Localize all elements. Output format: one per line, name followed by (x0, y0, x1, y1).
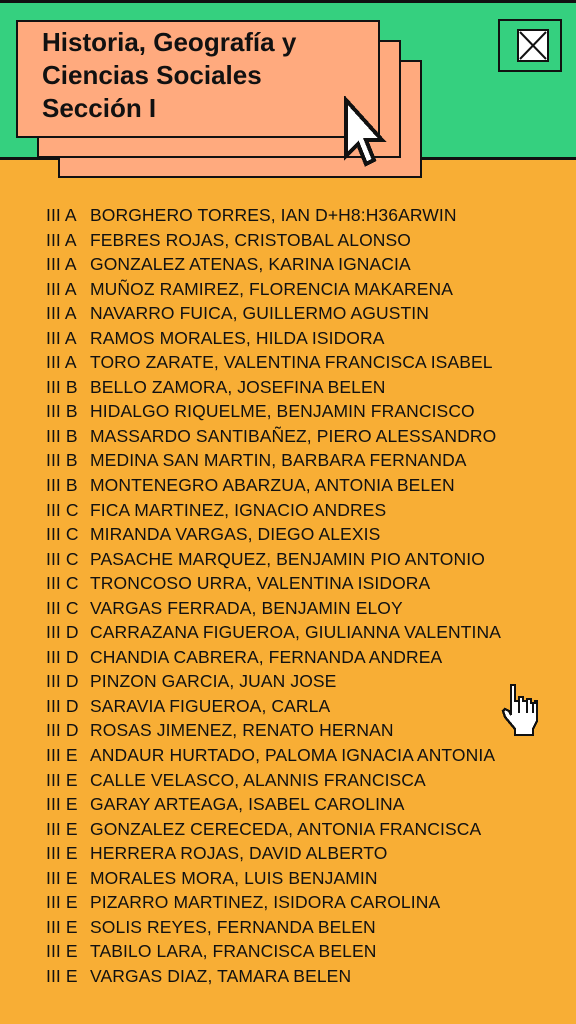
student-name: GONZALEZ ATENAS, KARINA IGNACIA (90, 254, 411, 275)
course-label: III E (46, 867, 78, 888)
course-label: III D (46, 720, 79, 741)
list-item (46, 547, 566, 572)
course-label: III C (46, 548, 79, 569)
student-name: CALLE VELASCO, ALANNIS FRANCISCA (90, 769, 426, 790)
course-label: III B (46, 376, 78, 397)
list-item (46, 571, 566, 596)
list-item (46, 203, 566, 228)
course-label: III A (46, 254, 77, 275)
course-label: III A (46, 352, 77, 373)
course-label: III C (46, 597, 79, 618)
list-item (46, 350, 566, 375)
course-label: III C (46, 499, 79, 520)
close-window-icon (517, 29, 549, 62)
course-label: III E (46, 794, 78, 815)
student-name: PIZARRO MARTINEZ, ISIDORA CAROLINA (90, 892, 441, 913)
course-label: III D (46, 646, 79, 667)
course-label: III E (46, 965, 78, 986)
student-name: CARRAZANA FIGUEROA, GIULIANNA VALENTINA (90, 622, 502, 643)
list-item (46, 890, 566, 915)
list-item (46, 326, 566, 351)
list-item (46, 669, 566, 694)
course-label: III D (46, 622, 79, 643)
course-label: III B (46, 475, 78, 496)
list-item (46, 301, 566, 326)
list-item (46, 768, 566, 793)
course-label: III B (46, 401, 78, 422)
course-label: III E (46, 892, 78, 913)
course-label: III A (46, 303, 77, 324)
list-item (46, 375, 566, 400)
student-name: PASACHE MARQUEZ, BENJAMIN PIO ANTONIO (90, 548, 485, 569)
course-label: III E (46, 769, 78, 790)
list-item (46, 473, 566, 498)
course-label: III D (46, 671, 79, 692)
arrow-cursor-icon (342, 96, 390, 178)
list-item (46, 498, 566, 523)
student-name: ROSAS JIMENEZ, RENATO HERNAN (90, 720, 394, 741)
page-title (42, 26, 372, 125)
student-name: MUÑOZ RAMIREZ, FLORENCIA MAKARENA (90, 278, 454, 299)
list-item (46, 694, 566, 719)
student-name: MORALES MORA, LUIS BENJAMIN (90, 867, 378, 888)
course-label: III A (46, 229, 77, 250)
student-name: BORGHERO TORRES, IAN D+H8:H36ARWIN (90, 205, 457, 225)
student-name: MEDINA SAN MARTIN, BARBARA FERNANDA (90, 450, 467, 471)
course-label: III E (46, 745, 78, 766)
student-name: MIRANDA VARGAS, DIEGO ALEXIS (90, 524, 381, 545)
course-label: III A (46, 327, 77, 348)
student-name: MASSARDO SANTIBAÑEZ, PIERO ALESSANDRO (90, 425, 497, 446)
student-name: TORO ZARATE, VALENTINA FRANCISCA ISABEL (90, 352, 493, 373)
list-item (46, 228, 566, 253)
title-line-1: Historia, Geografía y (42, 27, 297, 57)
list-item (46, 399, 566, 424)
student-name: TABILO LARA, FRANCISCA BELEN (90, 941, 377, 962)
student-name: ANDAUR HURTADO, PALOMA IGNACIA ANTONIA (90, 745, 496, 766)
student-name: FEBRES ROJAS, CRISTOBAL ALONSO (90, 229, 412, 250)
student-name: NAVARRO FUICA, GUILLERMO AGUSTIN (90, 303, 429, 324)
course-label: III C (46, 573, 79, 594)
course-label: III E (46, 941, 78, 962)
student-name: FICA MARTINEZ, IGNACIO ANDRES (90, 499, 387, 520)
list-item (46, 277, 566, 302)
list-item (46, 915, 566, 940)
student-name: VARGAS DIAZ, TAMARA BELEN (90, 965, 352, 986)
list-item (46, 645, 566, 670)
list-item (46, 596, 566, 621)
student-name: PINZON GARCIA, JUAN JOSE (90, 671, 337, 692)
course-label: III C (46, 524, 79, 545)
student-name: VARGAS FERRADA, BENJAMIN ELOY (90, 597, 403, 618)
list-item (46, 448, 566, 473)
list-item (46, 743, 566, 768)
student-name: TRONCOSO URRA, VALENTINA ISIDORA (90, 573, 431, 594)
title-line-3: Sección I (42, 93, 157, 123)
student-name: MONTENEGRO ABARZUA, ANTONIA BELEN (90, 475, 455, 496)
course-label: III A (46, 205, 77, 225)
title-line-2: Ciencias Sociales (42, 60, 262, 90)
list-item (46, 866, 566, 891)
student-name: GONZALEZ CERECEDA, ANTONIA FRANCISCA (90, 818, 482, 839)
list-item (46, 522, 566, 547)
list-item (46, 841, 566, 866)
student-name: SOLIS REYES, FERNANDA BELEN (90, 916, 376, 937)
list-item (46, 939, 566, 964)
student-name: HIDALGO RIQUELME, BENJAMIN FRANCISCO (90, 401, 475, 422)
course-label: III A (46, 278, 77, 299)
student-name: HERRERA ROJAS, DAVID ALBERTO (90, 843, 388, 864)
list-item (46, 252, 566, 277)
list-item (46, 620, 566, 645)
list-item (46, 964, 566, 989)
student-name: BELLO ZAMORA, JOSEFINA BELEN (90, 376, 386, 397)
course-label: III D (46, 695, 79, 716)
student-list (46, 203, 566, 989)
student-name: RAMOS MORALES, HILDA ISIDORA (90, 327, 385, 348)
course-label: III E (46, 843, 78, 864)
list-item (46, 817, 566, 842)
student-name: GARAY ARTEAGA, ISABEL CAROLINA (90, 794, 405, 815)
close-window-button[interactable] (498, 19, 562, 72)
course-label: III B (46, 425, 78, 446)
list-item (46, 424, 566, 449)
course-label: III B (46, 450, 78, 471)
list-item (46, 718, 566, 743)
student-name: CHANDIA CABRERA, FERNANDA ANDREA (90, 646, 443, 667)
course-label: III E (46, 818, 78, 839)
list-item (46, 792, 566, 817)
student-name: SARAVIA FIGUEROA, CARLA (90, 695, 331, 716)
course-label: III E (46, 916, 78, 937)
